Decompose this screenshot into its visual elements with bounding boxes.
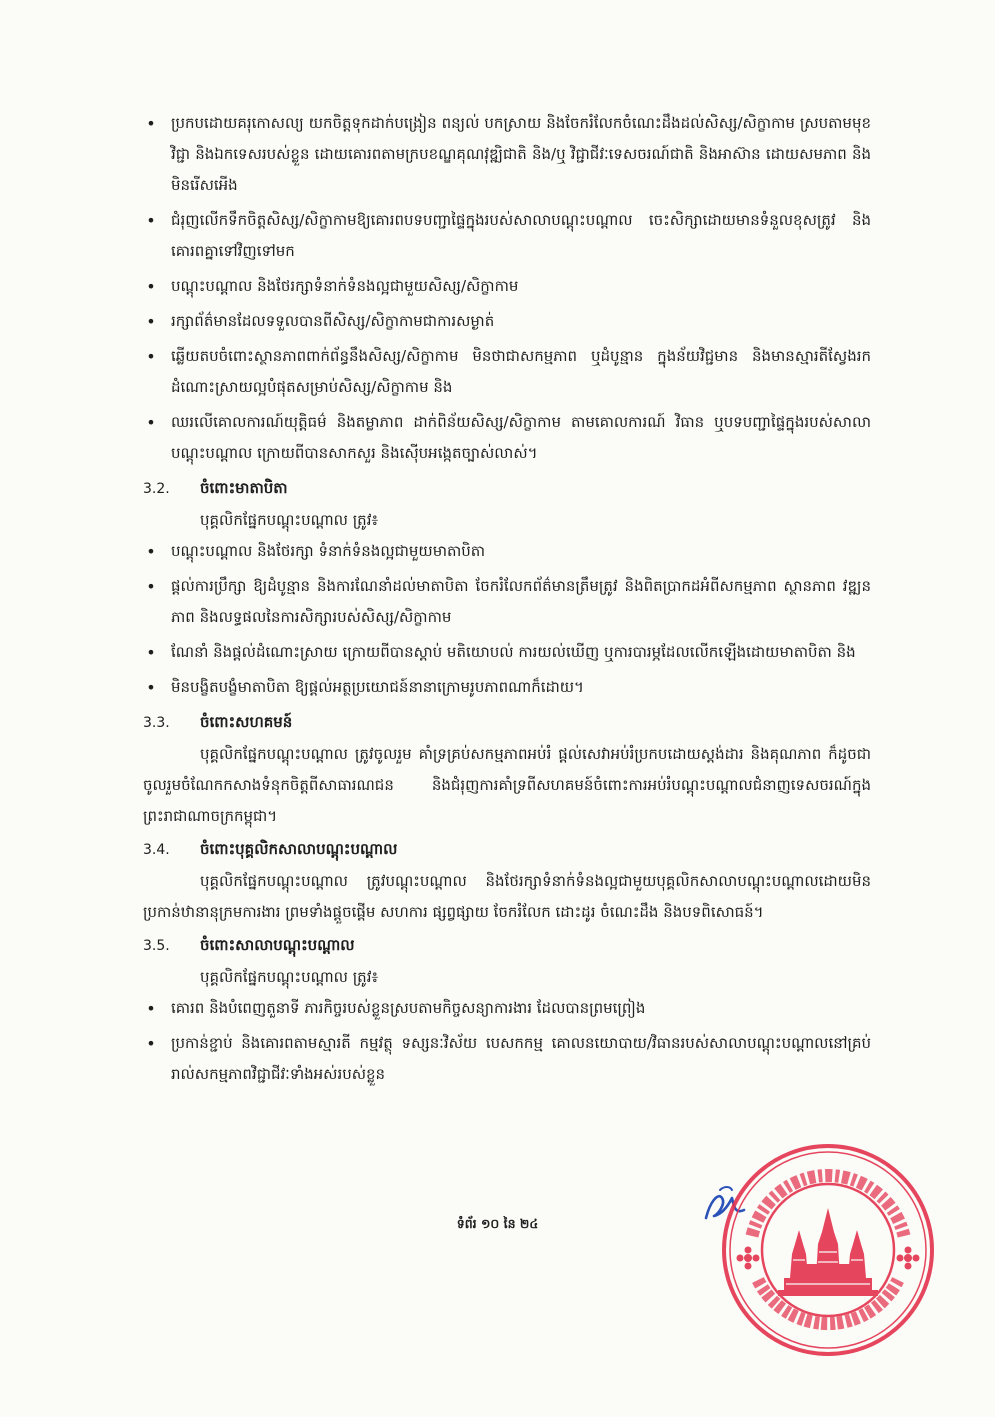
- bullet-icon: •: [146, 643, 156, 662]
- list-item-text: ឆ្លើយតបចំពោះស្ថានភាពពាក់ព័ន្ធនឹងសិស្ស/សិក្ខាកាម មិនថាជាសកម្មភាព ឬដំបូន្មាន ក្នុងន័យវិជ្ជមាន និងមានស្មារតីស្វែងរកដំណោះស្រាយល្អបំផុតសម្រាប់សិស្ស/សិក្ខាកាម និង: [171, 347, 871, 396]
- bullet-icon: •: [146, 413, 156, 432]
- list-item-text: ប្រកបដោយគរុកោសល្យ យកចិត្តទុកដាក់បង្រៀន ពន្យល់ បកស្រាយ និងចែករំលែកចំណេះដឹងដល់សិស្ស/សិក្ខាកាម ស្របតាមមុខវិជ្ជា និងឯកទេសរបស់ខ្លួន ដោយគោរពតាមក្របខណ្ឌគុណវុឌ្ឍិជាតិ និង/ឬ វិជ្ជាជីវៈទេសចរណ៍ជាតិ និងអាស៊ាន ដោយសមភាព និងមិនរើសអើង: [171, 114, 871, 194]
- school-bullet-list: [143, 993, 871, 1090]
- bullet-icon: •: [146, 678, 156, 697]
- list-item: [143, 407, 871, 469]
- bullet-icon: •: [146, 577, 156, 596]
- list-item: [143, 536, 871, 567]
- bullet-icon: •: [146, 114, 156, 133]
- list-item-text: បណ្ដុះបណ្ដាល និងថែរក្សាទំនាក់ទំនងល្អជាមួយសិស្ស/សិក្ខាកាម: [171, 277, 519, 295]
- section-paragraph: បុគ្គលិកផ្នែកបណ្ដុះបណ្ដាល ត្រូវចូលរួម គាំទ្រគ្រប់សកម្មភាពអប់រំ ផ្ដល់សេវាអប់រំប្រកបដោយស្តង់ដារ និងគុណភាព ក៏ដូចជាចូលរួមចំណែកកសាងទំនុកចិត្តពីសាធារណជន និងជំរុញការគាំទ្រពីសហគមន៍ចំពោះការអប់រំបណ្ដុះបណ្ដាលជំនាញទេសចរណ៍ក្នុងព្រះរាជាណាចក្រកម្ពុជា។: [143, 745, 871, 825]
- bullet-icon: •: [146, 211, 156, 230]
- section-lead: បុគ្គលិកផ្នែកបណ្ដុះបណ្ដាល ត្រូវ៖: [200, 511, 379, 529]
- section-heading-school: [143, 930, 871, 962]
- section-title: ចំពោះសាលាបណ្ដុះបណ្ដាល: [200, 936, 355, 954]
- section-title: ចំពោះបុគ្គលិកសាលាបណ្ដុះបណ្ដាល: [200, 840, 398, 858]
- list-item: [143, 993, 871, 1024]
- list-item-text: មិនបង្ខិតបង្ខំមាតាបិតា ឱ្យផ្ដល់អត្ថប្រយោជន៍នានាក្រោមរូបភាពណាក៏ដោយ។: [171, 678, 584, 696]
- list-item: [143, 108, 871, 201]
- bullet-icon: •: [146, 347, 156, 366]
- section-paragraph: បុគ្គលិកផ្នែកបណ្ដុះបណ្ដាល ត្រូវបណ្ដុះបណ្ដាល និងថែរក្សាទំនាក់ទំនងល្អជាមួយបុគ្គលិកសាលាបណ្ដុះបណ្ដាលដោយមិនប្រកាន់ឋានានុក្រមការងារ ព្រមទាំងផ្តួចផ្តើម សហការ ផ្សព្វផ្សាយ ចែករំលែក ដោះដូរ ចំណេះដឹង និងបទពិសោធន៍។: [143, 872, 871, 921]
- list-item: [143, 1028, 871, 1090]
- bullet-icon: •: [146, 312, 156, 331]
- section-title: ចំពោះសហគមន៍: [200, 713, 293, 731]
- list-item-text: ផ្ដល់ការប្រឹក្សា ឱ្យដំបូន្មាន និងការណែនាំដល់មាតាបិតា ចែករំលែកព័ត៌មានត្រឹមត្រូវ និងពិតប្រាកដអំពីសកម្មភាព ស្ថានភាព វឌ្ឍនភាព និងលទ្ធផលនៃការសិក្សារបស់សិស្ស/សិក្ខាកាម: [171, 577, 871, 626]
- section-number: 3.4.: [143, 842, 170, 858]
- list-item: [143, 672, 871, 703]
- list-item-text: ប្រកាន់ខ្ជាប់ និងគោរពតាមស្មារតី កម្មវត្ថុ ទស្សនៈវិស័យ បេសកកម្ម គោលនយោបាយ/វិធានរបស់សាលាបណ្ដុះបណ្ដាលនៅគ្រប់រាល់សកម្មភាពវិជ្ជាជីវៈទាំងអស់របស់ខ្លួន: [171, 1034, 871, 1083]
- list-item-text: បណ្ដុះបណ្ដាល និងថែរក្សា ទំនាក់ទំនងល្អជាមួយមាតាបិតា: [171, 542, 486, 560]
- bullet-icon: •: [146, 999, 156, 1018]
- bullet-icon: •: [146, 1034, 156, 1053]
- list-item: [143, 205, 871, 267]
- section-title: ចំពោះមាតាបិតា: [200, 479, 288, 497]
- list-item: [143, 341, 871, 403]
- page-number: ទំព័រ ១០ នៃ ២៤: [456, 1216, 539, 1231]
- list-item: [143, 306, 871, 337]
- section-heading-parents: [143, 473, 871, 505]
- official-seal-icon: [718, 1140, 938, 1360]
- section-lead: បុគ្គលិកផ្នែកបណ្ដុះបណ្ដាល ត្រូវ៖: [200, 968, 379, 986]
- section-heading-community: [143, 707, 871, 739]
- list-item-text: ជំរុញលើកទឹកចិត្តសិស្ស/សិក្ខាកាមឱ្យគោរពបទបញ្ជាផ្ទៃក្នុងរបស់សាលាបណ្ដុះបណ្ដាល ចេះសិក្សាដោយមានទំនួលខុសត្រូវ និងគោរពគ្នាទៅវិញទៅមក: [171, 211, 871, 260]
- section-number: 3.2.: [143, 481, 170, 497]
- list-item-text: គោរព និងបំពេញតួនាទី ភារកិច្ចរបស់ខ្លួនស្របតាមកិច្ចសន្យាការងារ ដែលបានព្រមព្រៀង: [171, 999, 646, 1017]
- list-item: [143, 271, 871, 302]
- list-item-text: ណែនាំ និងផ្ដល់ដំណោះស្រាយ ក្រោយពីបានស្ដាប់ មតិយោបល់ ការយល់ឃើញ ឬការបារម្ភដែលលើកឡើងដោយមាតាបិតា និង: [171, 643, 856, 661]
- section-number: 3.5.: [143, 938, 170, 954]
- document-body: [143, 108, 871, 1094]
- bullet-icon: •: [146, 542, 156, 561]
- list-item-text: រក្សាព័ត៌មានដែលទទួលបានពីសិស្ស/សិក្ខាកាមជាការសម្ងាត់: [171, 312, 495, 330]
- parents-bullet-list: [143, 536, 871, 703]
- list-item: [143, 571, 871, 633]
- list-item: [143, 637, 871, 668]
- intro-bullet-list: [143, 108, 871, 469]
- bullet-icon: •: [146, 277, 156, 296]
- list-item-text: ឈរលើគោលការណ៍យុត្តិធម៌ និងតម្លាភាព ដាក់ពិន័យសិស្ស/សិក្ខាកាម តាមគោលការណ៍ វិធាន ឬបទបញ្ជាផ្ទៃក្នុងរបស់សាលាបណ្ដុះបណ្ដាល ក្រោយពីបានសាកសួរ និងស៊ើបអង្កេតច្បាស់លាស់។: [171, 413, 871, 462]
- section-heading-staff: [143, 834, 871, 866]
- section-number: 3.3.: [143, 715, 170, 731]
